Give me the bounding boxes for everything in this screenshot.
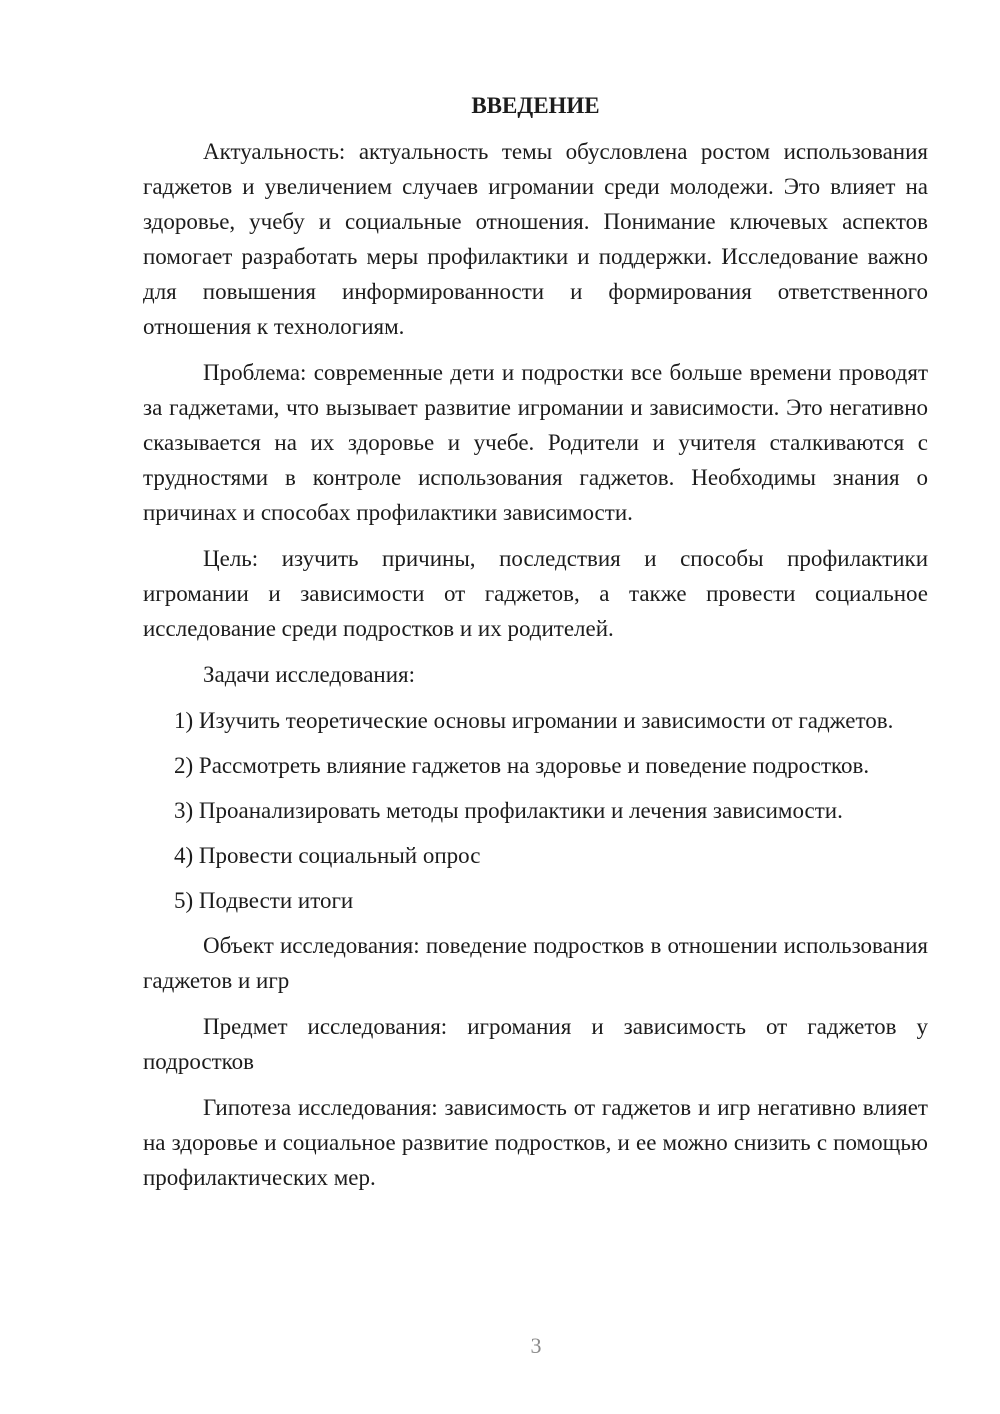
tasks-title: Задачи исследования:	[203, 662, 416, 687]
task-item-1: 1) Изучить теоретические основы игромании и зависимости от гаджетов.	[174, 708, 894, 733]
relevance-paragraph: Актуальность: актуальность темы обусловлена ростом использования гаджетов и увеличением случаев игромании среди молодежи. Это влияет на здоровье, учебу и социальные отношения. Понимание ключевых аспектов помогает разработать меры профилактики и поддержки. Исследование важно для повышения информированности и формирования ответственного отношения к технологиям.	[143, 139, 928, 339]
hypothesis-paragraph: Гипотеза исследования: зависимость от гаджетов и игр негативно влияет на здоровье и социальное развитие подростков, и ее можно снизить с помощью профилактических мер.	[143, 1095, 928, 1190]
problem-paragraph: Проблема: современные дети и подростки все больше времени проводят за гаджетами, что вызывает развитие игромании и зависимости. Это негативно сказывается на их здоровье и учебе. Родители и учителя сталкиваются с трудностями в контроле использования гаджетов. Необходимы знания о причинах и способах профилактики зависимости.	[143, 360, 928, 525]
page-content	[143, 88, 928, 1206]
subject-paragraph: Предмет исследования: игромания и зависимость от гаджетов у подростков	[143, 1014, 928, 1074]
goal-paragraph: Цель: изучить причины, последствия и способы профилактики игромании и зависимости от гаджетов, а также провести социальное исследование среди подростков и их родителей.	[143, 546, 928, 641]
page-heading: ВВЕДЕНИЕ	[471, 93, 600, 118]
object-paragraph: Объект исследования: поведение подростков в отношении использования гаджетов и игр	[143, 933, 928, 993]
page-number: 3	[530, 1333, 542, 1358]
task-item-2: 2) Рассмотреть влияние гаджетов на здоровье и поведение подростков.	[174, 753, 870, 778]
task-item-4: 4) Провести социальный опрос	[174, 843, 481, 868]
task-item-3: 3) Проанализировать методы профилактики и лечения зависимости.	[174, 798, 843, 823]
task-item-5: 5) Подвести итоги	[174, 888, 354, 913]
